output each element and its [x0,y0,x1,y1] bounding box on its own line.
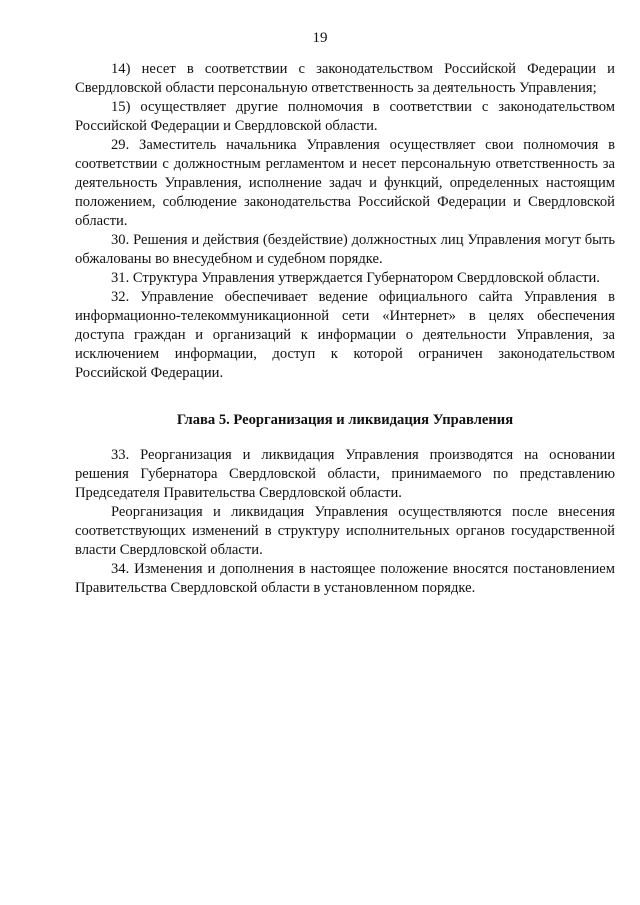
paragraph-30: 30. Решения и действия (бездействие) должностных лиц Управления могут быть обжалованы во внесудебном и судебном порядке. [75,232,615,267]
section-top [75,60,615,383]
paragraph-32: 32. Управление обеспечивает ведение официального сайта Управления в информационно-телекоммуникационной сети «Интернет» в целях обеспечения доступа граждан и организаций к информации о деятельности Управления, за исключением информации, доступ к которой ограничен законодательством Российской Федерации. [75,289,615,381]
paragraph-33-continued: Реорганизация и ликвидация Управления осуществляются после внесения соответствующих изменений в структуру исполнительных органов государственной власти Свердловской области. [75,504,615,558]
paragraph-34: 34. Изменения и дополнения в настоящее положение вносятся постановлением Правительства Свердловской области в установленном порядке. [75,561,615,596]
section-bottom [75,446,615,598]
paragraph-33: 33. Реорганизация и ликвидация Управления производятся на основании решения Губернатора Свердловской области, принимаемого по представлению Председателя Правительства Свердловской области. [75,447,615,501]
paragraph-29: 29. Заместитель начальника Управления осуществляет свои полномочия в соответствии с должностным регламентом и несет персональную ответственность за деятельность Управления, исполнение задач и функций, определенных настоящим положением, соблюдение законодательства Российской Федерации и Свердловской области. [75,137,615,229]
paragraph-item-15: 15) осуществляет другие полномочия в соответствии с законодательством Российской Федерации и Свердловской области. [75,99,615,134]
page-number: 19 [312,30,328,46]
chapter-heading: Глава 5. Реорганизация и ликвидация Управления [176,412,514,428]
paragraph-31: 31. Структура Управления утверждается Губернатором Свердловской области. [111,270,600,286]
paragraph-item-14: 14) несет в соответствии с законодательством Российской Федерации и Свердловской области персональную ответственность за деятельность Управления; [75,61,615,96]
